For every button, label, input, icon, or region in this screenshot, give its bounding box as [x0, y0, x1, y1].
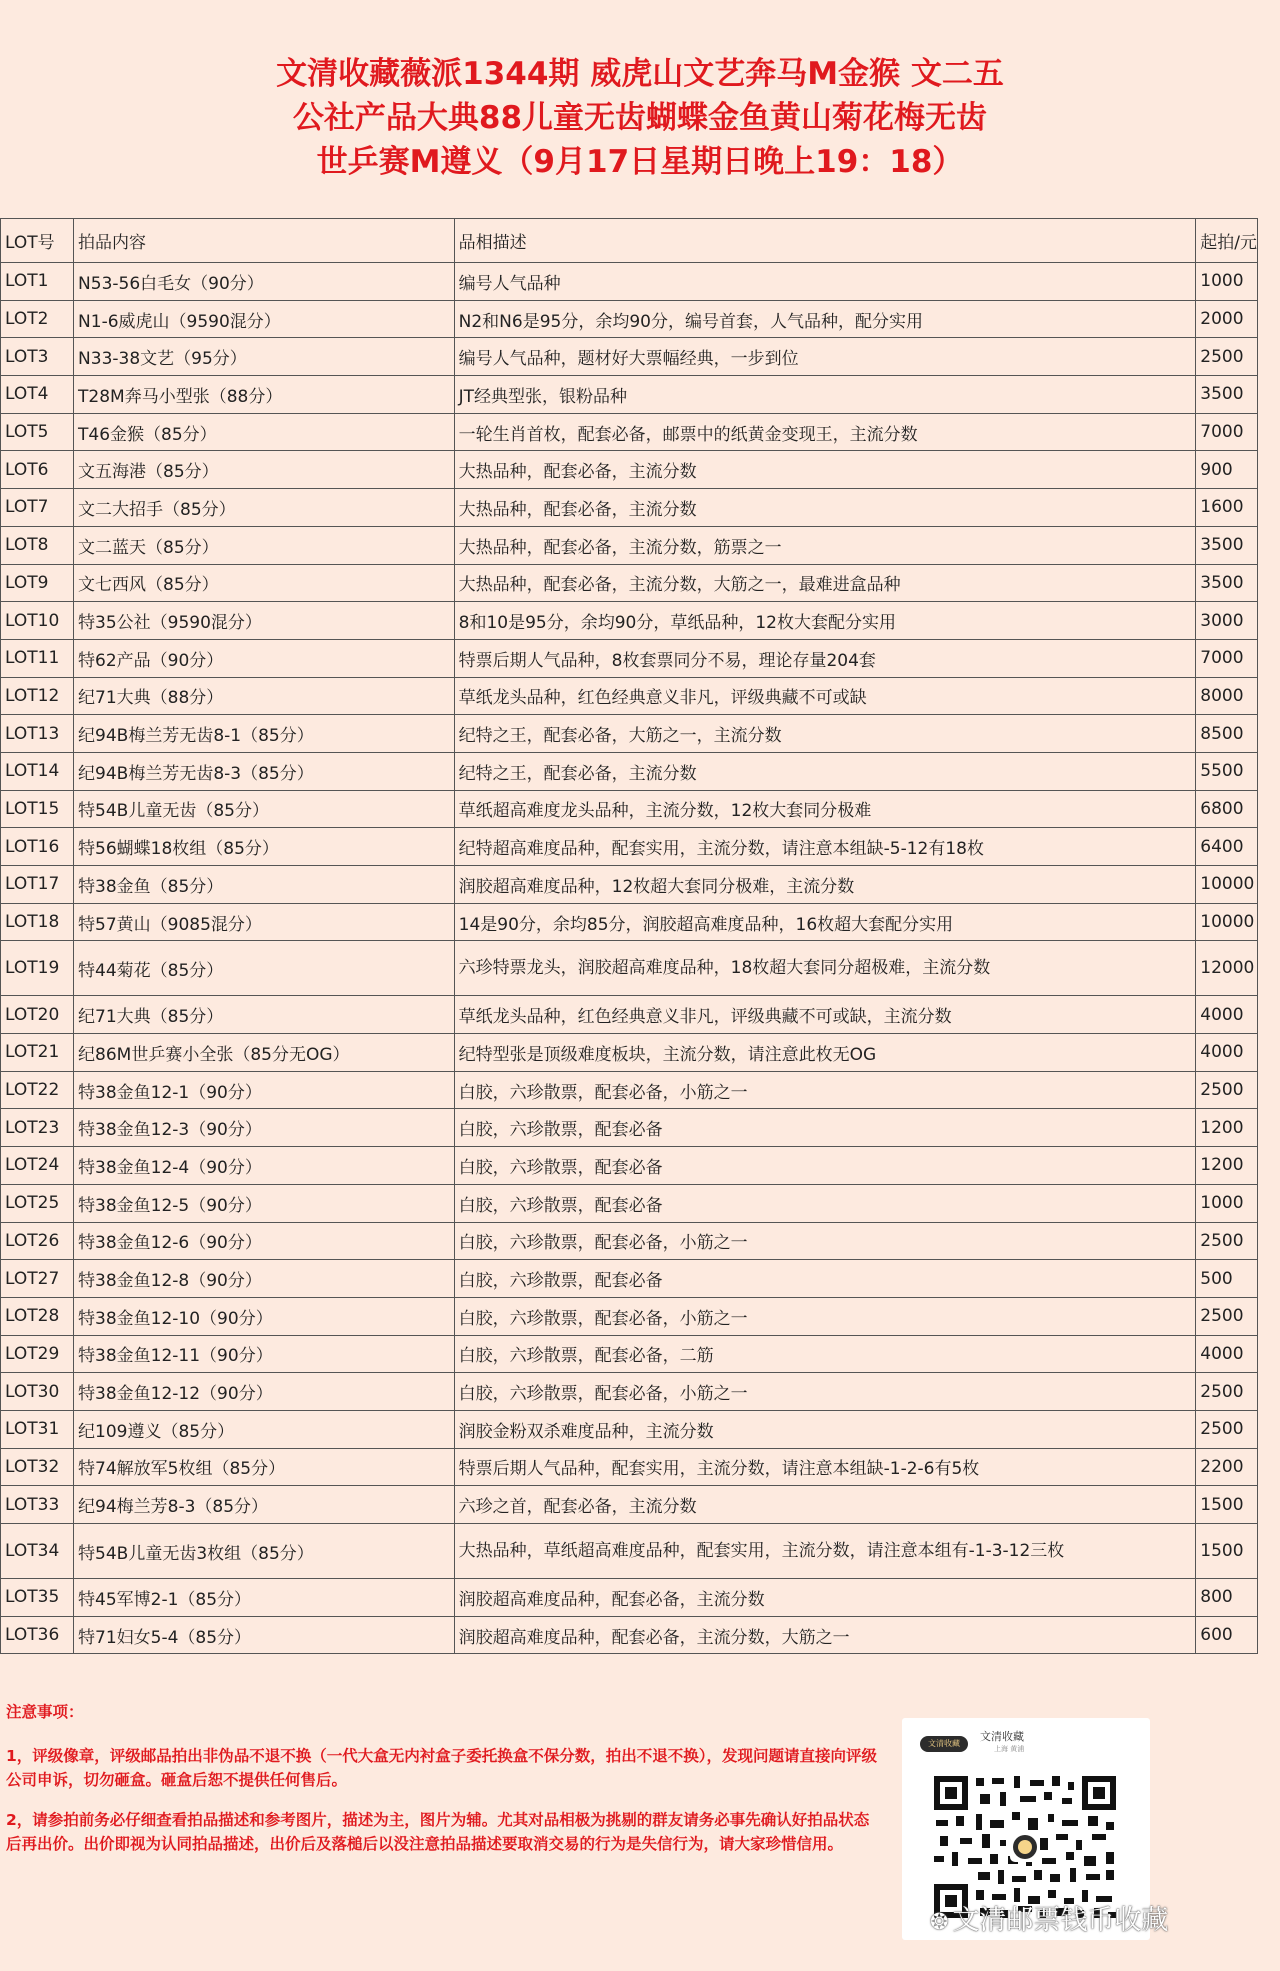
start-price: 800: [1196, 1579, 1258, 1617]
start-price: 10000: [1196, 903, 1258, 941]
shop-logo: 文清收藏: [920, 1736, 968, 1752]
item-content: 文二大招手（85分）: [74, 489, 455, 527]
start-price: 1600: [1196, 489, 1258, 527]
item-content: 特44菊花（85分）: [74, 941, 455, 996]
lot-number: LOT36: [1, 1616, 74, 1654]
table-row: [1, 451, 1258, 489]
header-start-price: 起拍/元: [1196, 219, 1258, 263]
table-row: [1, 602, 1258, 640]
item-content: 文二蓝天（85分）: [74, 526, 455, 564]
item-content: 特38金鱼（85分）: [74, 866, 455, 904]
start-price: 2500: [1196, 1222, 1258, 1260]
item-content: 特38金鱼12-10（90分）: [74, 1297, 455, 1335]
condition-description: 润胶超高难度品种，12枚超大套同分极难，主流分数: [454, 866, 1196, 904]
qr-shop-name: 文清收藏: [980, 1730, 1024, 1743]
qr-shop-location: 上海 黄浦: [994, 1745, 1025, 1753]
table-row: [1, 1147, 1258, 1185]
table-row: [1, 639, 1258, 677]
table-row: [1, 941, 1258, 996]
start-price: 2500: [1196, 338, 1258, 376]
item-content: 特56蝴蝶18枚组（85分）: [74, 828, 455, 866]
condition-description: 特票后期人气品种，8枚套票同分不易，理论存量204套: [454, 639, 1196, 677]
item-content: 特74解放军5枚组（85分）: [74, 1448, 455, 1486]
condition-description: 一轮生肖首枚，配套必备，邮票中的纸黄金变现王，主流分数: [454, 413, 1196, 451]
lot-table-body: [1, 263, 1258, 1654]
lot-number: LOT33: [1, 1486, 74, 1524]
note-item-1: 1，评级像章，评级邮品拍出非伪品不退不换（一代大盒无内衬盒子委托换盒不保分数，拍出不退不换），发现问题请直接向评级公司申诉，切勿砸盒。砸盒后恕不提供任何售后。: [6, 1747, 878, 1789]
item-content: 纪109遵义（85分）: [74, 1410, 455, 1448]
item-content: T46金猴（85分）: [74, 413, 455, 451]
table-row: [1, 903, 1258, 941]
item-content: 特38金鱼12-12（90分）: [74, 1373, 455, 1411]
lot-number: LOT22: [1, 1071, 74, 1109]
start-price: 2200: [1196, 1448, 1258, 1486]
table-row: [1, 1486, 1258, 1524]
item-content: 特62产品（90分）: [74, 639, 455, 677]
condition-description: 草纸龙头品种，红色经典意义非凡，评级典藏不可或缺，主流分数: [454, 996, 1196, 1034]
item-content: 特38金鱼12-11（90分）: [74, 1335, 455, 1373]
condition-description: 大热品种，配套必备，主流分数: [454, 451, 1196, 489]
lot-number: LOT24: [1, 1147, 74, 1185]
lot-number: LOT3: [1, 338, 74, 376]
title-line-3: 世乒赛M遵义（9月17日星期日晚上19：18）: [316, 144, 964, 180]
start-price: 8000: [1196, 677, 1258, 715]
condition-description: 纪特超高难度品种，配套实用，主流分数，请注意本组缺-5-12有18枚: [454, 828, 1196, 866]
lot-number: LOT4: [1, 376, 74, 414]
start-price: 3500: [1196, 376, 1258, 414]
start-price: 7000: [1196, 413, 1258, 451]
lot-number: LOT27: [1, 1260, 74, 1298]
table-row: [1, 715, 1258, 753]
watermark-text: 文清邮票钱币收藏: [952, 1905, 1169, 1936]
start-price: 1000: [1196, 263, 1258, 301]
table-row: [1, 1034, 1258, 1072]
condition-description: 六珍之首，配套必备，主流分数: [454, 1486, 1196, 1524]
table-row: [1, 1373, 1258, 1411]
table-row: [1, 1260, 1258, 1298]
lot-number: LOT8: [1, 526, 74, 564]
table-row: [1, 828, 1258, 866]
item-content: 特38金鱼12-5（90分）: [74, 1184, 455, 1222]
table-row: [1, 1410, 1258, 1448]
table-row: [1, 1297, 1258, 1335]
title-line-1: 文清收藏薇派1344期 威虎山文艺奔马M金猴 文二五: [276, 56, 1004, 92]
lot-number: LOT11: [1, 639, 74, 677]
table-row: [1, 1448, 1258, 1486]
lot-number: LOT25: [1, 1184, 74, 1222]
condition-description: 纪特之王，配套必备，主流分数: [454, 752, 1196, 790]
header-item-content: 拍品内容: [74, 219, 455, 263]
condition-description: 纪特型张是顶级难度板块，主流分数，请注意此枚无OG: [454, 1034, 1196, 1072]
table-row: [1, 1579, 1258, 1617]
start-price: 1500: [1196, 1486, 1258, 1524]
header-condition: 品相描述: [454, 219, 1196, 263]
lot-number: LOT26: [1, 1222, 74, 1260]
start-price: 600: [1196, 1616, 1258, 1654]
start-price: 1500: [1196, 1524, 1258, 1579]
item-content: 特57黄山（9085混分）: [74, 903, 455, 941]
lot-number: LOT7: [1, 489, 74, 527]
condition-description: 14是90分，余均85分，润胶超高难度品种，16枚超大套配分实用: [454, 903, 1196, 941]
table-row: [1, 752, 1258, 790]
table-row: [1, 1222, 1258, 1260]
notes-section: [0, 1700, 880, 1872]
item-content: 特45军博2-1（85分）: [74, 1579, 455, 1617]
table-row: [1, 1616, 1258, 1654]
item-content: 纪94梅兰芳8-3（85分）: [74, 1486, 455, 1524]
item-content: 纪86M世乒赛小全张（85分无OG）: [74, 1034, 455, 1072]
auction-title: [0, 0, 1280, 218]
lot-number: LOT21: [1, 1034, 74, 1072]
condition-description: 六珍特票龙头，润胶超高难度品种，18枚超大套同分超极难，主流分数: [454, 941, 1196, 996]
item-content: 文七西风（85分）: [74, 564, 455, 602]
condition-description: 白胶，六珍散票，配套必备: [454, 1184, 1196, 1222]
condition-description: 润胶金粉双杀难度品种，主流分数: [454, 1410, 1196, 1448]
start-price: 4000: [1196, 1034, 1258, 1072]
start-price: 2000: [1196, 300, 1258, 338]
condition-description: 草纸超高难度龙头品种，主流分数，12枚大套同分极难: [454, 790, 1196, 828]
condition-description: 草纸龙头品种，红色经典意义非凡，评级典藏不可或缺: [454, 677, 1196, 715]
condition-description: 白胶，六珍散票，配套必备，二筋: [454, 1335, 1196, 1373]
lot-number: LOT16: [1, 828, 74, 866]
lot-number: LOT2: [1, 300, 74, 338]
start-price: 3500: [1196, 526, 1258, 564]
table-row: [1, 1071, 1258, 1109]
start-price: 5500: [1196, 752, 1258, 790]
table-row: [1, 996, 1258, 1034]
table-row: [1, 1184, 1258, 1222]
start-price: 1200: [1196, 1109, 1258, 1147]
start-price: 6800: [1196, 790, 1258, 828]
item-content: N33-38文艺（95分）: [74, 338, 455, 376]
item-content: 纪94B梅兰芳无齿8-1（85分）: [74, 715, 455, 753]
item-content: 特38金鱼12-8（90分）: [74, 1260, 455, 1298]
condition-description: 白胶，六珍散票，配套必备，小筋之一: [454, 1222, 1196, 1260]
lot-number: LOT19: [1, 941, 74, 996]
item-content: 特54B儿童无齿3枚组（85分）: [74, 1524, 455, 1579]
condition-description: 白胶，六珍散票，配套必备，小筋之一: [454, 1297, 1196, 1335]
start-price: 2500: [1196, 1373, 1258, 1411]
table-row: [1, 526, 1258, 564]
lot-number: LOT15: [1, 790, 74, 828]
start-price: 3500: [1196, 564, 1258, 602]
item-content: T28M奔马小型张（88分）: [74, 376, 455, 414]
start-price: 500: [1196, 1260, 1258, 1298]
table-row: [1, 300, 1258, 338]
condition-description: 白胶，六珍散票，配套必备: [454, 1109, 1196, 1147]
start-price: 1200: [1196, 1147, 1258, 1185]
item-content: N1-6威虎山（9590混分）: [74, 300, 455, 338]
start-price: 2500: [1196, 1297, 1258, 1335]
item-content: 文五海港（85分）: [74, 451, 455, 489]
item-content: N53-56白毛女（90分）: [74, 263, 455, 301]
notes-title: 注意事项：: [6, 1703, 84, 1721]
condition-description: 白胶，六珍散票，配套必备，小筋之一: [454, 1373, 1196, 1411]
condition-description: 白胶，六珍散票，配套必备，小筋之一: [454, 1071, 1196, 1109]
table-row: [1, 677, 1258, 715]
lot-number: LOT10: [1, 602, 74, 640]
table-row: [1, 413, 1258, 451]
start-price: 3000: [1196, 602, 1258, 640]
lot-number: LOT23: [1, 1109, 74, 1147]
wechat-icon: ❂: [930, 1910, 949, 1935]
table-row: [1, 263, 1258, 301]
item-content: 特54B儿童无齿（85分）: [74, 790, 455, 828]
item-content: 特38金鱼12-4（90分）: [74, 1147, 455, 1185]
lot-number: LOT29: [1, 1335, 74, 1373]
item-content: 特38金鱼12-3（90分）: [74, 1109, 455, 1147]
start-price: 8500: [1196, 715, 1258, 753]
item-content: 特35公社（9590混分）: [74, 602, 455, 640]
condition-description: 大热品种，配套必备，主流分数，大筋之一，最难进盒品种: [454, 564, 1196, 602]
item-content: 纪71大典（88分）: [74, 677, 455, 715]
table-row: [1, 376, 1258, 414]
lot-number: LOT17: [1, 866, 74, 904]
item-content: 特38金鱼12-1（90分）: [74, 1071, 455, 1109]
condition-description: 润胶超高难度品种，配套必备，主流分数，大筋之一: [454, 1616, 1196, 1654]
lot-number: LOT34: [1, 1524, 74, 1579]
table-row: [1, 866, 1258, 904]
lot-number: LOT5: [1, 413, 74, 451]
lot-number: LOT14: [1, 752, 74, 790]
condition-description: 白胶，六珍散票，配套必备: [454, 1147, 1196, 1185]
condition-description: 白胶，六珍散票，配套必备: [454, 1260, 1196, 1298]
table-header-row: [1, 219, 1258, 263]
condition-description: 润胶超高难度品种，配套必备，主流分数: [454, 1579, 1196, 1617]
lot-number: LOT28: [1, 1297, 74, 1335]
lot-number: LOT31: [1, 1410, 74, 1448]
condition-description: 编号人气品种，题材好大票幅经典，一步到位: [454, 338, 1196, 376]
condition-description: 8和10是95分，余均90分，草纸品种，12枚大套配分实用: [454, 602, 1196, 640]
table-row: [1, 1335, 1258, 1373]
start-price: 1000: [1196, 1184, 1258, 1222]
condition-description: 大热品种，配套必备，主流分数: [454, 489, 1196, 527]
start-price: 900: [1196, 451, 1258, 489]
item-content: 特71妇女5-4（85分）: [74, 1616, 455, 1654]
start-price: 4000: [1196, 996, 1258, 1034]
lot-number: LOT1: [1, 263, 74, 301]
table-row: [1, 1524, 1258, 1579]
condition-description: 大热品种，草纸超高难度品种，配套实用，主流分数，请注意本组有-1-3-12三枚: [454, 1524, 1196, 1579]
condition-description: N2和N6是95分，余均90分，编号首套，人气品种，配分实用: [454, 300, 1196, 338]
start-price: 2500: [1196, 1410, 1258, 1448]
table-row: [1, 338, 1258, 376]
item-content: 纪94B梅兰芳无齿8-3（85分）: [74, 752, 455, 790]
lot-number: LOT35: [1, 1579, 74, 1617]
start-price: 7000: [1196, 639, 1258, 677]
header-lot-no: LOT号: [1, 219, 74, 263]
start-price: 2500: [1196, 1071, 1258, 1109]
lot-number: LOT18: [1, 903, 74, 941]
lot-number: LOT30: [1, 1373, 74, 1411]
start-price: 6400: [1196, 828, 1258, 866]
title-line-2: 公社产品大典88儿童无齿蝴蝶金鱼黄山菊花梅无齿: [292, 100, 988, 136]
condition-description: 纪特之王，配套必备，大筋之一，主流分数: [454, 715, 1196, 753]
lot-number: LOT13: [1, 715, 74, 753]
condition-description: 编号人气品种: [454, 263, 1196, 301]
lot-number: LOT6: [1, 451, 74, 489]
table-row: [1, 564, 1258, 602]
table-row: [1, 790, 1258, 828]
start-price: 10000: [1196, 866, 1258, 904]
lot-number: LOT20: [1, 996, 74, 1034]
table-row: [1, 1109, 1258, 1147]
start-price: 4000: [1196, 1335, 1258, 1373]
note-item-2: 2，请参拍前务必仔细查看拍品描述和参考图片，描述为主，图片为辅。尤其对品相极为挑剔的群友请务必事先确认好拍品状态后再出价。出价即视为认同拍品描述，出价后及落槌后以没注意拍品描述要取消交易的行为是失信行为，请大家珍惜信用。: [6, 1811, 870, 1853]
item-content: 纪71大典（85分）: [74, 996, 455, 1034]
lot-number: LOT9: [1, 564, 74, 602]
condition-description: 大热品种，配套必备，主流分数，筋票之一: [454, 526, 1196, 564]
start-price: 12000: [1196, 941, 1258, 996]
condition-description: JT经典型张，银粉品种: [454, 376, 1196, 414]
lot-number: LOT32: [1, 1448, 74, 1486]
lot-number: LOT12: [1, 677, 74, 715]
item-content: 特38金鱼12-6（90分）: [74, 1222, 455, 1260]
table-row: [1, 489, 1258, 527]
lot-table: [0, 218, 1258, 1654]
watermark: [930, 1898, 1168, 1937]
condition-description: 特票后期人气品种，配套实用，主流分数，请注意本组缺-1-2-6有5枚: [454, 1448, 1196, 1486]
